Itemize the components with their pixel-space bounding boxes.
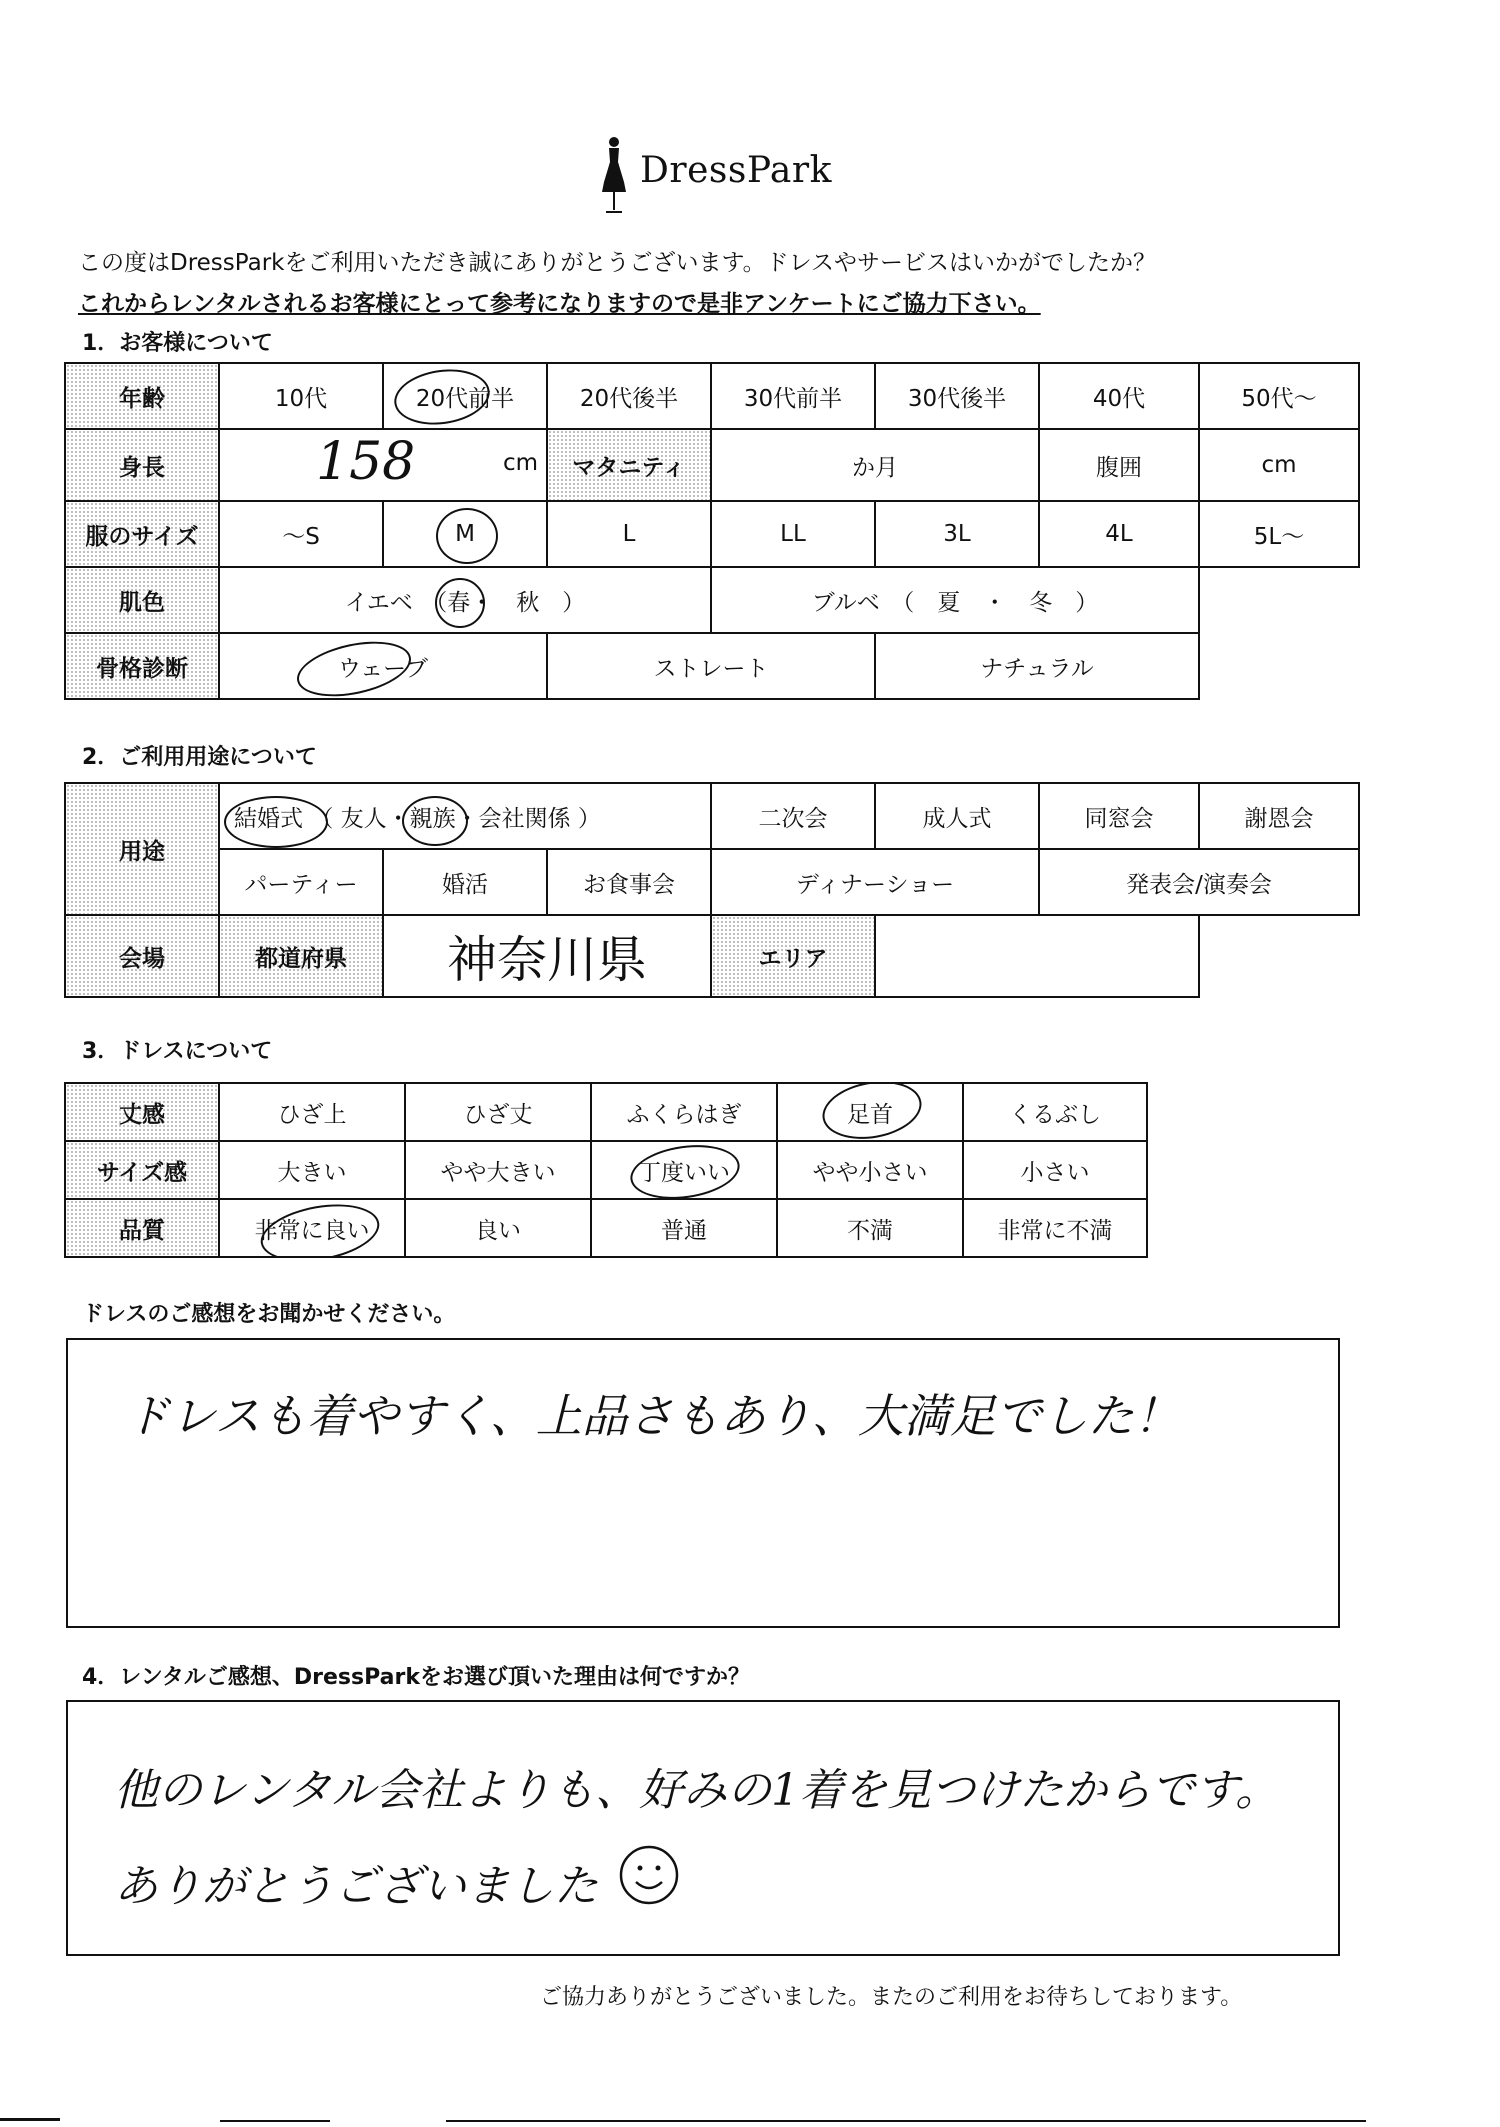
size-option[interactable]: L [547,501,711,567]
frame-option-selected[interactable]: ウェーブ [219,633,547,699]
purpose-option[interactable]: 謝恩会 [1199,783,1359,849]
scan-edge-mark [446,2120,1366,2122]
size-label: 服のサイズ [65,501,219,567]
area-label: エリア [711,915,875,997]
age-option[interactable]: 30代前半 [711,363,875,429]
fit-option[interactable]: 大きい [219,1141,405,1199]
quality-option[interactable]: 良い [405,1199,591,1257]
fit-option[interactable]: やや小さい [777,1141,963,1199]
reason-answer-line-1: 他のレンタル会社よりも、好みの1着を見つけたからです。 [114,1765,1280,1816]
dress-table [64,1082,1148,1258]
section-3-title: 3．ドレスについて [82,1039,273,1064]
purpose-option[interactable]: ディナーショー [711,849,1039,915]
fit-label: サイズ感 [65,1141,219,1199]
height-value: 158 [316,432,416,492]
smiley-icon [616,1842,682,1908]
area-field[interactable] [875,915,1199,997]
length-option-selected[interactable]: 足首 [777,1083,963,1141]
brand-name: DressPark [640,150,832,191]
section-2-title: 2．ご利用用途について [82,745,317,770]
age-option[interactable]: 10代 [219,363,383,429]
scan-edge-mark [0,2118,60,2121]
size-option[interactable]: 4L [1039,501,1199,567]
length-label: 丈感 [65,1083,219,1141]
frame-label: 骨格診断 [65,633,219,699]
maternity-field[interactable]: か月 [711,429,1039,501]
maternity-label: マタニティ [547,429,711,501]
waist-field[interactable]: cm [1199,429,1359,501]
purpose-wedding[interactable]: 結婚式 （ 友人・親族 ・会社関係 ） [219,783,711,849]
prefecture-value: 神奈川県 [447,931,647,989]
impression-answer-box[interactable] [66,1338,1340,1628]
impression-question: ドレスのご感想をお聞かせください。 [82,1302,456,1327]
quality-option[interactable]: 非常に不満 [963,1199,1147,1257]
age-option[interactable]: 50代～ [1199,363,1359,429]
length-option[interactable]: ひざ丈 [405,1083,591,1141]
footer-thanks: ご協力ありがとうございました。またのご利用をお待ちしております。 [540,1985,1243,2010]
dresspark-logo [596,132,926,222]
age-option[interactable]: 30代後半 [875,363,1039,429]
purpose-option[interactable]: 婚活 [383,849,547,915]
dress-icon [596,132,636,222]
venue-label: 会場 [65,915,219,997]
skin-yellow-base[interactable]: イエベ （春 ・ 秋 ） [219,567,711,633]
fit-option[interactable]: やや大きい [405,1141,591,1199]
intro-line-2: これからレンタルされるお客様にとって参考になりますので是非アンケートにご協力下さい。 [78,291,1041,317]
age-option[interactable]: 40代 [1039,363,1199,429]
quality-option-selected[interactable]: 非常に良い [219,1199,405,1257]
length-option[interactable]: ひざ上 [219,1083,405,1141]
height-unit: cm [502,450,538,476]
skin-blue-base[interactable]: ブルベ （ 夏 ・ 冬 ） [711,567,1199,633]
purpose-option[interactable]: 二次会 [711,783,875,849]
frame-option[interactable]: ナチュラル [875,633,1199,699]
purpose-option[interactable]: お食事会 [547,849,711,915]
purpose-option[interactable]: 発表会/演奏会 [1039,849,1359,915]
height-field[interactable] [219,429,547,501]
size-option[interactable]: 3L [875,501,1039,567]
prefecture-label: 都道府県 [219,915,383,997]
purpose-option[interactable]: 成人式 [875,783,1039,849]
customer-table [64,362,1360,700]
usage-table [64,782,1360,998]
length-option[interactable]: くるぶし [963,1083,1147,1141]
section-4-title: 4．レンタルご感想、DressParkをお選び頂いた理由は何ですか？ [82,1665,750,1690]
section-1-title: 1．お客様について [82,331,273,356]
age-option-selected[interactable]: 20代前半 [383,363,547,429]
reason-answer-box[interactable] [66,1700,1340,1956]
impression-answer: ドレスも着やすく、上品さもあり、大満足でした！ [124,1389,1180,1443]
prefecture-field[interactable] [383,915,711,997]
scan-edge-mark [220,2120,330,2122]
length-option[interactable]: ふくらはぎ [591,1083,777,1141]
fit-option-selected[interactable]: 丁度いい [591,1141,777,1199]
skin-label: 肌色 [65,567,219,633]
intro-line-1: この度はDressParkをご利用いただき誠にありがとうございます。ドレスやサービスはいかがでしたか？ [78,250,1156,276]
fit-option[interactable]: 小さい [963,1141,1147,1199]
height-label: 身長 [65,429,219,501]
reason-answer-line-2: ありがとうございました [114,1861,598,1912]
size-option[interactable]: ～S [219,501,383,567]
size-option-selected[interactable]: M [383,501,547,567]
quality-label: 品質 [65,1199,219,1257]
size-option[interactable]: 5L～ [1199,501,1359,567]
size-option[interactable]: LL [711,501,875,567]
quality-option[interactable]: 不満 [777,1199,963,1257]
frame-option[interactable]: ストレート [547,633,875,699]
quality-option[interactable]: 普通 [591,1199,777,1257]
purpose-option[interactable]: パーティー [219,849,383,915]
age-label: 年齢 [65,363,219,429]
purpose-label: 用途 [65,783,219,915]
age-option[interactable]: 20代後半 [547,363,711,429]
purpose-option[interactable]: 同窓会 [1039,783,1199,849]
waist-label: 腹囲 [1039,429,1199,501]
